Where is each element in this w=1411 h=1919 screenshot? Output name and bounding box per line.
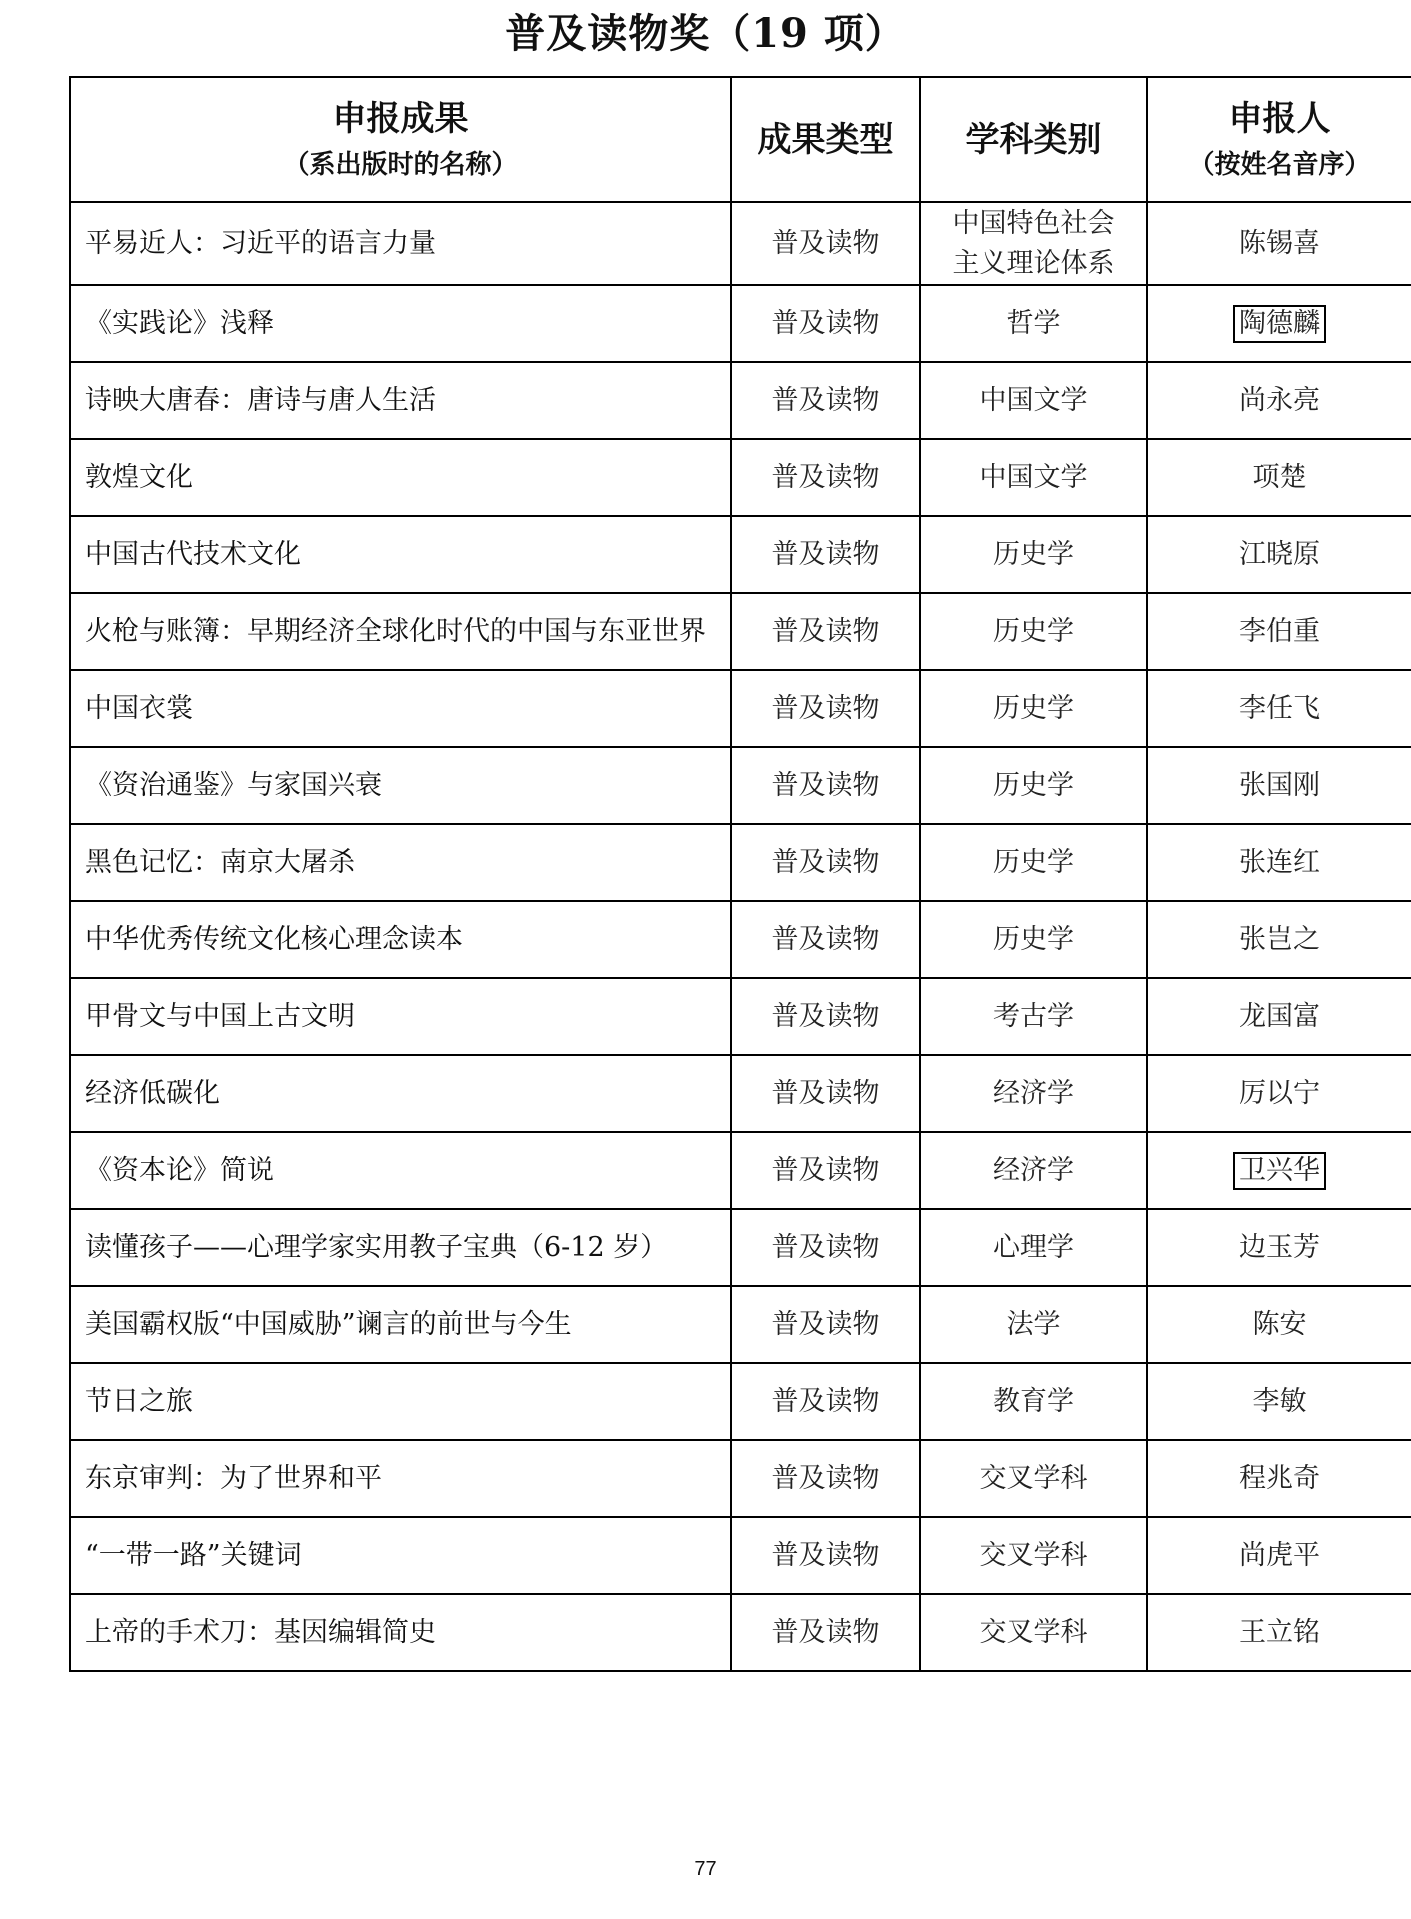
row-type: 普及读物 — [731, 1440, 920, 1517]
table-row — [70, 1594, 1411, 1671]
table-row — [70, 670, 1411, 747]
table-row — [70, 1517, 1411, 1594]
row-type: 普及读物 — [731, 516, 920, 593]
row-title: 读懂孩子——心理学家实用教子宝典（6-12 岁） — [70, 1209, 731, 1286]
row-subject: 教育学 — [920, 1363, 1147, 1440]
table-row — [70, 1055, 1411, 1132]
row-subject: 经济学 — [920, 1132, 1147, 1209]
row-title: 敦煌文化 — [70, 439, 731, 516]
table-row — [70, 593, 1411, 670]
row-applicant: 陈锡喜 — [1147, 202, 1411, 285]
table-row — [70, 1209, 1411, 1286]
row-applicant: 项楚 — [1147, 439, 1411, 516]
row-title: 《资本论》简说 — [70, 1132, 731, 1209]
row-applicant: 尚虎平 — [1147, 1517, 1411, 1594]
row-subject: 交叉学科 — [920, 1517, 1147, 1594]
row-applicant: 尚永亮 — [1147, 362, 1411, 439]
row-type: 普及读物 — [731, 747, 920, 824]
row-type: 普及读物 — [731, 202, 920, 285]
table-row — [70, 824, 1411, 901]
row-applicant: 程兆奇 — [1147, 1440, 1411, 1517]
header-applicant — [1147, 77, 1411, 202]
row-applicant: 边玉芳 — [1147, 1209, 1411, 1286]
row-title: 火枪与账簿：早期经济全球化时代的中国与东亚世界 — [70, 593, 731, 670]
row-title: 黑色记忆：南京大屠杀 — [70, 824, 731, 901]
applicant-name-boxed: 卫兴华 — [1233, 1152, 1326, 1190]
row-applicant — [1147, 285, 1411, 362]
row-subject: 历史学 — [920, 824, 1147, 901]
row-subject: 中国文学 — [920, 362, 1147, 439]
row-subject: 历史学 — [920, 516, 1147, 593]
row-subject: 哲学 — [920, 285, 1147, 362]
header-type-label: 成果类型 — [757, 119, 894, 160]
table-row — [70, 901, 1411, 978]
row-type: 普及读物 — [731, 1132, 920, 1209]
row-type: 普及读物 — [731, 978, 920, 1055]
table-row — [70, 285, 1411, 362]
row-subject: 历史学 — [920, 901, 1147, 978]
row-title: 诗映大唐春：唐诗与唐人生活 — [70, 362, 731, 439]
table-row — [70, 747, 1411, 824]
table-row — [70, 202, 1411, 285]
row-subject: 交叉学科 — [920, 1440, 1147, 1517]
header-subject — [920, 77, 1147, 202]
row-applicant: 李敏 — [1147, 1363, 1411, 1440]
row-applicant: 张连红 — [1147, 824, 1411, 901]
row-type: 普及读物 — [731, 824, 920, 901]
row-title: 中华优秀传统文化核心理念读本 — [70, 901, 731, 978]
row-type: 普及读物 — [731, 901, 920, 978]
row-title: 中国衣裳 — [70, 670, 731, 747]
page-title: 普及读物奖（19 项） — [505, 10, 906, 57]
row-applicant — [1147, 1132, 1411, 1209]
table-row — [70, 516, 1411, 593]
table-header-row — [70, 77, 1411, 202]
header-title — [70, 77, 731, 202]
row-type: 普及读物 — [731, 362, 920, 439]
row-applicant: 李任飞 — [1147, 670, 1411, 747]
row-applicant: 龙国富 — [1147, 978, 1411, 1055]
row-subject: 历史学 — [920, 593, 1147, 670]
row-applicant: 王立铭 — [1147, 1594, 1411, 1671]
row-subject: 考古学 — [920, 978, 1147, 1055]
applicant-name-boxed: 陶德麟 — [1233, 305, 1326, 343]
header-applicant-main: 申报人 — [1228, 98, 1331, 139]
table-row — [70, 439, 1411, 516]
page-number: 77 — [694, 1858, 717, 1880]
row-type: 普及读物 — [731, 593, 920, 670]
row-subject: 交叉学科 — [920, 1594, 1147, 1671]
row-type: 普及读物 — [731, 439, 920, 516]
row-subject: 法学 — [920, 1286, 1147, 1363]
header-type — [731, 77, 920, 202]
row-title: 《实践论》浅释 — [70, 285, 731, 362]
row-title: 上帝的手术刀：基因编辑简史 — [70, 1594, 731, 1671]
row-subject: 经济学 — [920, 1055, 1147, 1132]
table-row — [70, 1132, 1411, 1209]
row-type: 普及读物 — [731, 1363, 920, 1440]
row-subject: 中国文学 — [920, 439, 1147, 516]
row-type: 普及读物 — [731, 1209, 920, 1286]
row-type: 普及读物 — [731, 1286, 920, 1363]
header-applicant-sub: （按姓名音序） — [1188, 149, 1371, 180]
row-title: 《资治通鉴》与家国兴衰 — [70, 747, 731, 824]
row-title: 节日之旅 — [70, 1363, 731, 1440]
table-row — [70, 362, 1411, 439]
row-title: 平易近人：习近平的语言力量 — [70, 202, 731, 285]
row-type: 普及读物 — [731, 1594, 920, 1671]
row-subject: 心理学 — [920, 1209, 1147, 1286]
row-applicant: 张国刚 — [1147, 747, 1411, 824]
award-table — [69, 76, 1411, 1672]
row-subject: 历史学 — [920, 670, 1147, 747]
row-type: 普及读物 — [731, 670, 920, 747]
row-applicant: 李伯重 — [1147, 593, 1411, 670]
row-title: 甲骨文与中国上古文明 — [70, 978, 731, 1055]
row-subject-line2: 主义理论体系 — [952, 247, 1115, 279]
row-title: 中国古代技术文化 — [70, 516, 731, 593]
row-subject-line1: 中国特色社会 — [952, 207, 1115, 239]
row-subject — [920, 202, 1147, 285]
row-subject: 历史学 — [920, 747, 1147, 824]
row-applicant: 张岂之 — [1147, 901, 1411, 978]
table-row — [70, 978, 1411, 1055]
header-subject-label: 学科类别 — [965, 119, 1102, 160]
row-applicant: 陈安 — [1147, 1286, 1411, 1363]
table-row — [70, 1286, 1411, 1363]
table-body — [70, 202, 1411, 1671]
row-title: 经济低碳化 — [70, 1055, 731, 1132]
row-type: 普及读物 — [731, 1517, 920, 1594]
row-title: “一带一路”关键词 — [70, 1517, 731, 1594]
row-title: 东京审判：为了世界和平 — [70, 1440, 731, 1517]
header-title-sub: （系出版时的名称） — [283, 149, 518, 180]
table-row — [70, 1363, 1411, 1440]
row-type: 普及读物 — [731, 285, 920, 362]
row-type: 普及读物 — [731, 1055, 920, 1132]
row-title: 美国霸权版“中国威胁”谰言的前世与今生 — [70, 1286, 731, 1363]
table-row — [70, 1440, 1411, 1517]
row-applicant: 江晓原 — [1147, 516, 1411, 593]
header-title-main: 申报成果 — [332, 98, 469, 139]
row-applicant: 厉以宁 — [1147, 1055, 1411, 1132]
